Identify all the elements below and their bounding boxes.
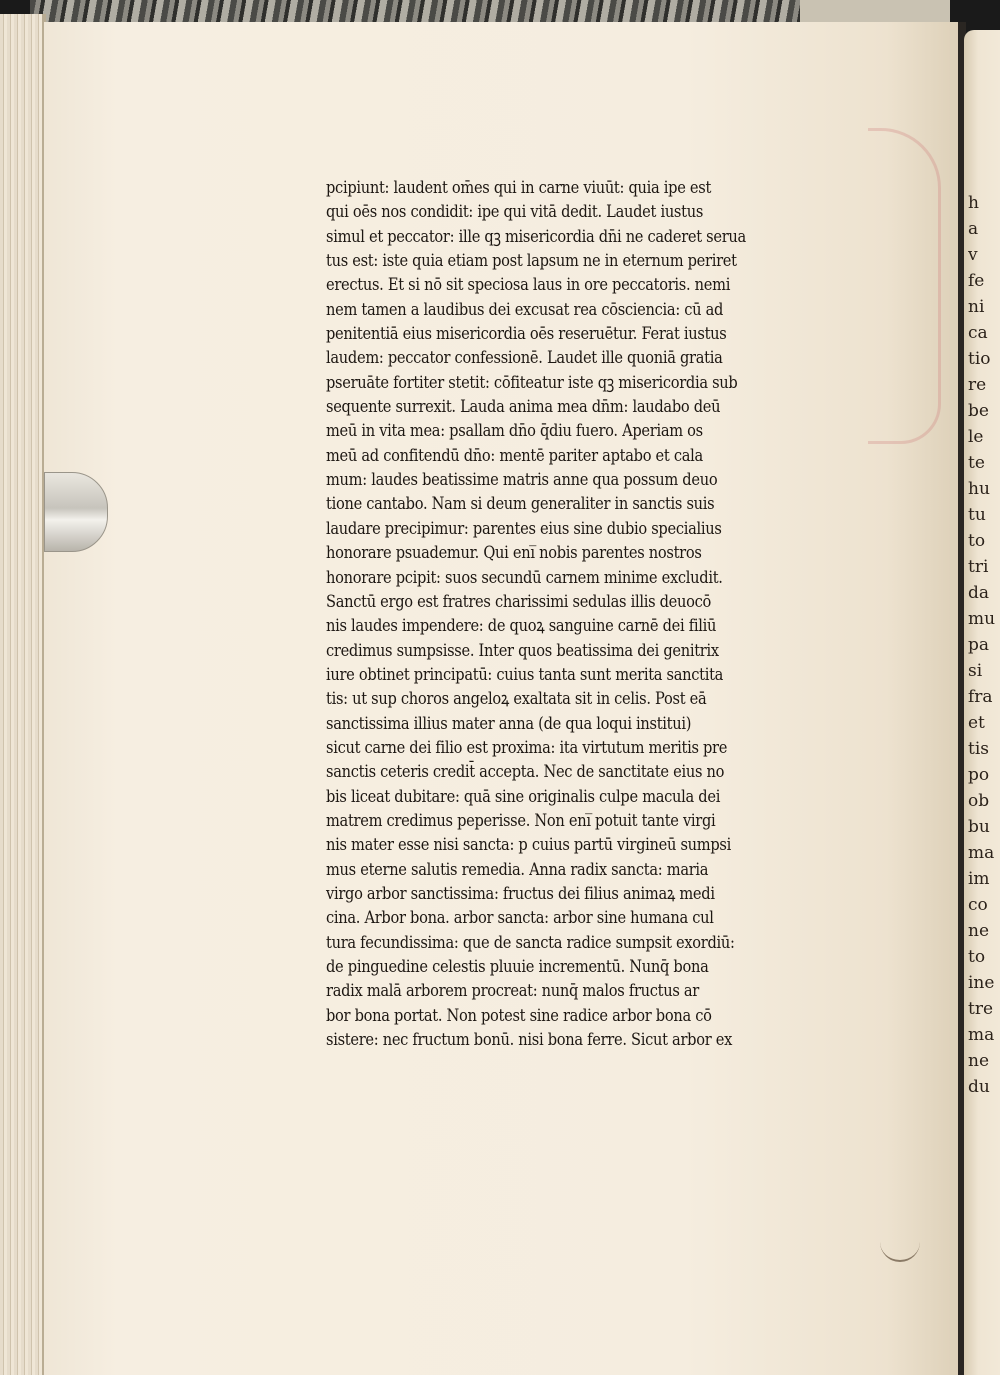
- text-line: mus eterne salutis remedia. Anna radix sancta: maria: [326, 859, 709, 880]
- text-line: meū in vita mea: psallam dn̄o q̄diu fuero. Aperiam os: [326, 421, 703, 442]
- facing-page-fragment: v: [968, 245, 978, 265]
- facing-page-fragment: et: [968, 713, 985, 733]
- text-line: penitentiā eius misericordia oēs reseruētur. Ferat iustus: [326, 324, 727, 345]
- text-line: bor bona portat. Non potest sine radice arbor bona cō: [326, 1005, 712, 1026]
- text-line: simul et peccator: ille qꝫ misericordia dn̄i ne caderet serua: [326, 226, 746, 247]
- facing-page-fragment: tio: [968, 349, 991, 369]
- marbled-cover-edge: [30, 0, 800, 24]
- cover-board: [800, 0, 950, 24]
- text-line: laudem: peccator confessionē. Laudet ille quoniā gratia: [326, 348, 723, 369]
- text-line: bis liceat dubitare: quā sine originalis culpe macula dei: [326, 786, 721, 807]
- facing-page-fragment: tri: [968, 557, 989, 577]
- facing-page-fragment: a: [968, 219, 979, 239]
- text-line: nis mater esse nisi sancta: p cuius partū virgineū sumpsi: [326, 835, 731, 856]
- facing-page-fragment: im: [968, 869, 990, 889]
- facing-page-fragment: ne: [968, 921, 990, 941]
- text-line: sistere: nec fructum bonū. nisi bona ferre. Sicut arbor ex: [326, 1030, 733, 1051]
- text-line: laudare precipimur: parentes eius sine dubio specialius: [326, 518, 722, 539]
- text-line: iure obtinet principatū: cuius tanta sunt merita sanctita: [326, 664, 724, 685]
- text-line: matrem credimus peperisse. Non eni̅ potuit tante virgi: [326, 810, 716, 831]
- text-line: honorare psuademur. Qui eni̅ nobis parentes nostros: [326, 543, 702, 564]
- facing-page-fragment: po: [968, 765, 990, 785]
- text-line: tione cantabo. Nam si deum generaliter in sanctis suis: [326, 494, 715, 515]
- facing-page-fragment: to: [968, 947, 986, 967]
- facing-page-fragment: bu: [968, 817, 990, 837]
- stacked-page-edges: [0, 14, 46, 1375]
- text-line: sanctissima illius mater anna (de qua loqui institui): [326, 713, 692, 734]
- facing-page-fragment: ob: [968, 791, 990, 811]
- facing-page-fragment: ne: [968, 1051, 990, 1071]
- facing-page-fragment: fra: [968, 687, 993, 707]
- facing-page-fragment: tis: [968, 739, 989, 759]
- text-line: sicut carne dei filio est proxima: ita virtutum meritis pre: [326, 737, 728, 758]
- text-line: pseruāte fortiter stetit: cōfiteatur iste qꝫ misericordia sub: [326, 372, 738, 393]
- facing-page-fragment: co: [968, 895, 988, 915]
- facing-page-text: [968, 190, 1000, 1100]
- facing-page-fragment: ca: [968, 323, 988, 343]
- facing-page-fragment: mu: [968, 609, 996, 629]
- text-line: virgo arbor sanctissima: fructus dei filius animaꝝ medi: [326, 883, 715, 904]
- facing-page-fragment: du: [968, 1077, 990, 1097]
- faint-red-ink-mark: [868, 128, 941, 444]
- text-line: mum: laudes beatissime matris anne qua possum deuo: [326, 470, 718, 491]
- facing-page-fragment: tu: [968, 505, 986, 525]
- text-line: credimus sumpsisse. Inter quos beatissima dei genitrix: [326, 640, 719, 661]
- facing-page-fragment: ni: [968, 297, 985, 317]
- text-line: nem tamen a laudibus dei excusat rea cōsciencia: cū ad: [326, 299, 724, 320]
- facing-page-fragment: le: [968, 427, 984, 447]
- text-line: tura fecundissima: que de sancta radice sumpsit exordiū:: [326, 932, 735, 953]
- facing-page-fragment: to: [968, 531, 986, 551]
- facing-page-fragment: be: [968, 401, 989, 421]
- facing-page-fragment: pa: [968, 635, 990, 655]
- facing-page-fragment: si: [968, 661, 983, 681]
- text-line: meū ad confitendū dn̄o: mentē pariter aptabo et cala: [326, 445, 703, 466]
- facing-page-fragment: te: [968, 453, 985, 473]
- text-line: nis laudes impendere: de quoꝝ sanguine carnē dei filiū: [326, 616, 717, 637]
- text-line: tis: ut sup choros angeloꝝ exaltata sit in celis. Post eā: [326, 689, 707, 710]
- text-line: sequente surrexit. Lauda anima mea dn̄m: laudabo deū: [326, 397, 721, 418]
- facing-page-fragment: ma: [968, 843, 995, 863]
- facing-page-fragment: tre: [968, 999, 994, 1019]
- glass-page-weight: [44, 472, 108, 552]
- text-line: de pinguedine celestis pluuie incrementū. Nunq̄ bona: [326, 957, 709, 977]
- facing-page-fragment: ma: [968, 1025, 995, 1045]
- facing-page-fragment: ine: [968, 973, 995, 993]
- facing-page-fragment: hu: [968, 479, 990, 499]
- facing-page-edge: [964, 30, 1000, 1375]
- text-line: sanctis ceteris credit̄ accepta. Nec de sanctitate eius no: [326, 762, 725, 783]
- printed-text-block: [326, 176, 858, 1052]
- text-line: honorare pcipit: suos secundū carnem minime excludit.: [326, 567, 723, 588]
- text-line: radix malā arborem procreat: nunq̄ malos fructus ar: [326, 981, 699, 1002]
- facing-page-fragment: h: [968, 193, 979, 213]
- facing-page-fragment: da: [968, 583, 990, 603]
- text-line: cina. Arbor bona. arbor sancta: arbor sine humana cul: [326, 908, 714, 929]
- text-line: pcipiunt: laudent om̄es qui in carne viuūt: quia ipe est: [326, 178, 712, 198]
- facing-page-fragment: re: [968, 375, 987, 395]
- text-line: erectus. Et si nō sit speciosa laus in ore peccatoris. nemi: [326, 275, 731, 296]
- text-line: Sanctū ergo est fratres charissimi sedulas illis deuocō: [326, 591, 712, 612]
- facing-page-fragment: fe: [968, 271, 985, 291]
- text-line: tus est: iste quia etiam post lapsum ne in eternum periret: [326, 251, 737, 272]
- text-line: qui oēs nos condidit: ipe qui vitā dedit. Laudet iustus: [326, 202, 704, 223]
